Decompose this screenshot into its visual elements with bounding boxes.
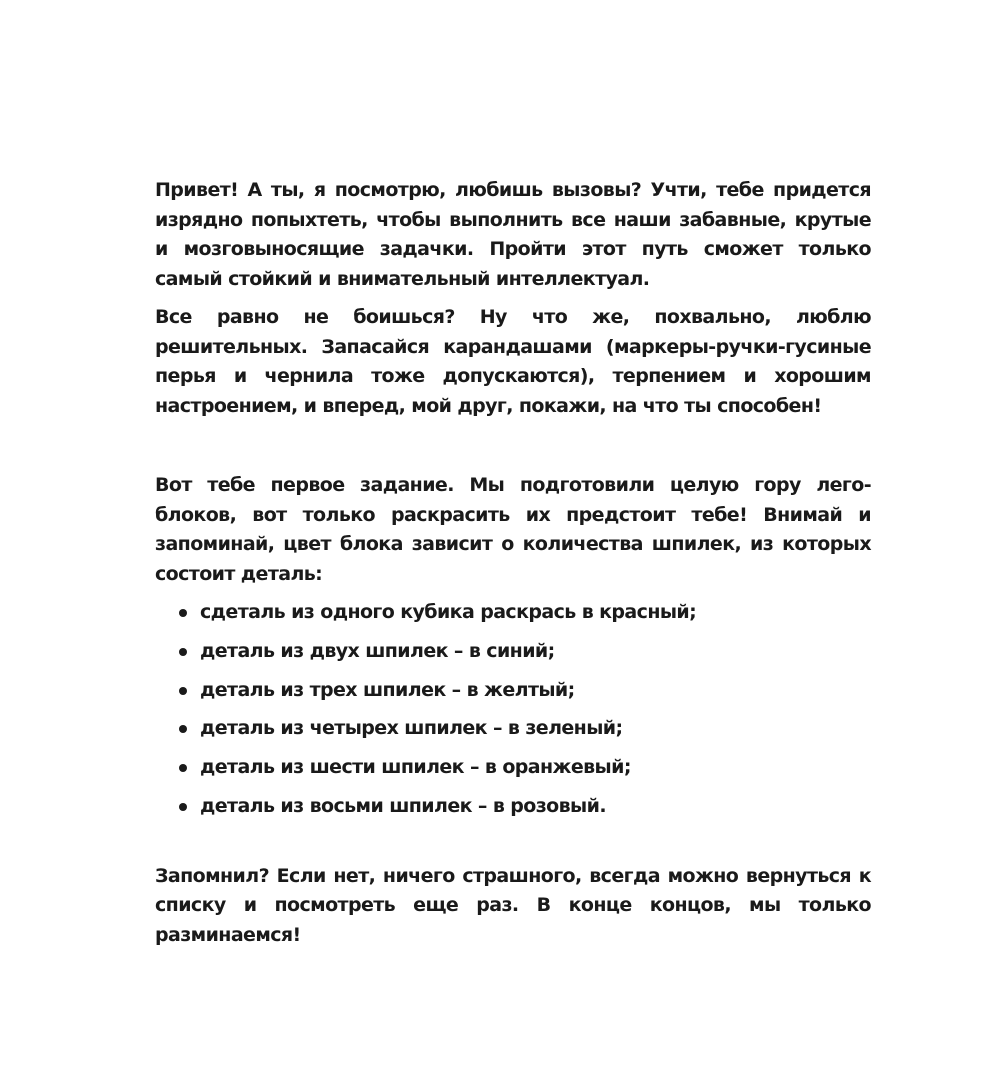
task-section [155,471,871,831]
list-item-text: сдеталь из одного кубика раскрась в красный; [200,601,697,623]
list-item [155,792,871,831]
bullet-icon [179,609,187,617]
page-content [155,176,871,950]
list-item [155,637,871,676]
bullet-icon [179,803,187,811]
list-item [155,598,871,637]
task-paragraph: Вот тебе первое задание. Мы подготовили целую гору лего-блоков, вот только раскрасить их предстоит тебе! Внимай и запоминай, цвет блока зависит о количества шпилек, из которых состоит деталь: [155,474,871,585]
list-item [155,676,871,715]
bullet-icon [179,725,187,733]
bullet-icon [179,648,187,656]
outro-paragraph: Запомнил? Если нет, ничего страшного, всегда можно вернуться к списку и посмотреть еще раз. В конце концов, мы только разминаемся! [155,864,871,946]
list-item [155,714,871,753]
list-item-text: деталь из четырех шпилек – в зеленый; [200,717,623,740]
list-item-text: деталь из восьми шпилек – в розовый. [200,794,606,817]
list-item-text: деталь из шести шпилек – в оранжевый; [200,756,631,779]
bullet-icon [179,764,187,772]
intro-paragraph-2: Все равно не боишься? Ну что же, похвально, люблю решительных. Запасайся карандашами (маркеры-ручки-гусиные перья и чернила тоже допускаются), терпением и хорошим настроением, и вперед, мой друг, покажи, на что ты способен! [155,306,871,417]
color-rules-list [155,598,871,831]
intro-paragraph-1: Привет! А ты, я посмотрю, любишь вызовы? Учти, тебе придется изрядно попыхтеть, чтобы выполнить все наши забавные, крутые и мозговыносящие задачки. Пройти этот путь сможет только самый стойкий и внимательный интеллектуал. [155,179,871,290]
list-item [155,753,871,792]
bullet-icon [179,687,187,695]
list-item-text: деталь из трех шпилек – в желтый; [200,678,575,701]
list-item-text: деталь из двух шпилек – в синий; [200,639,555,662]
